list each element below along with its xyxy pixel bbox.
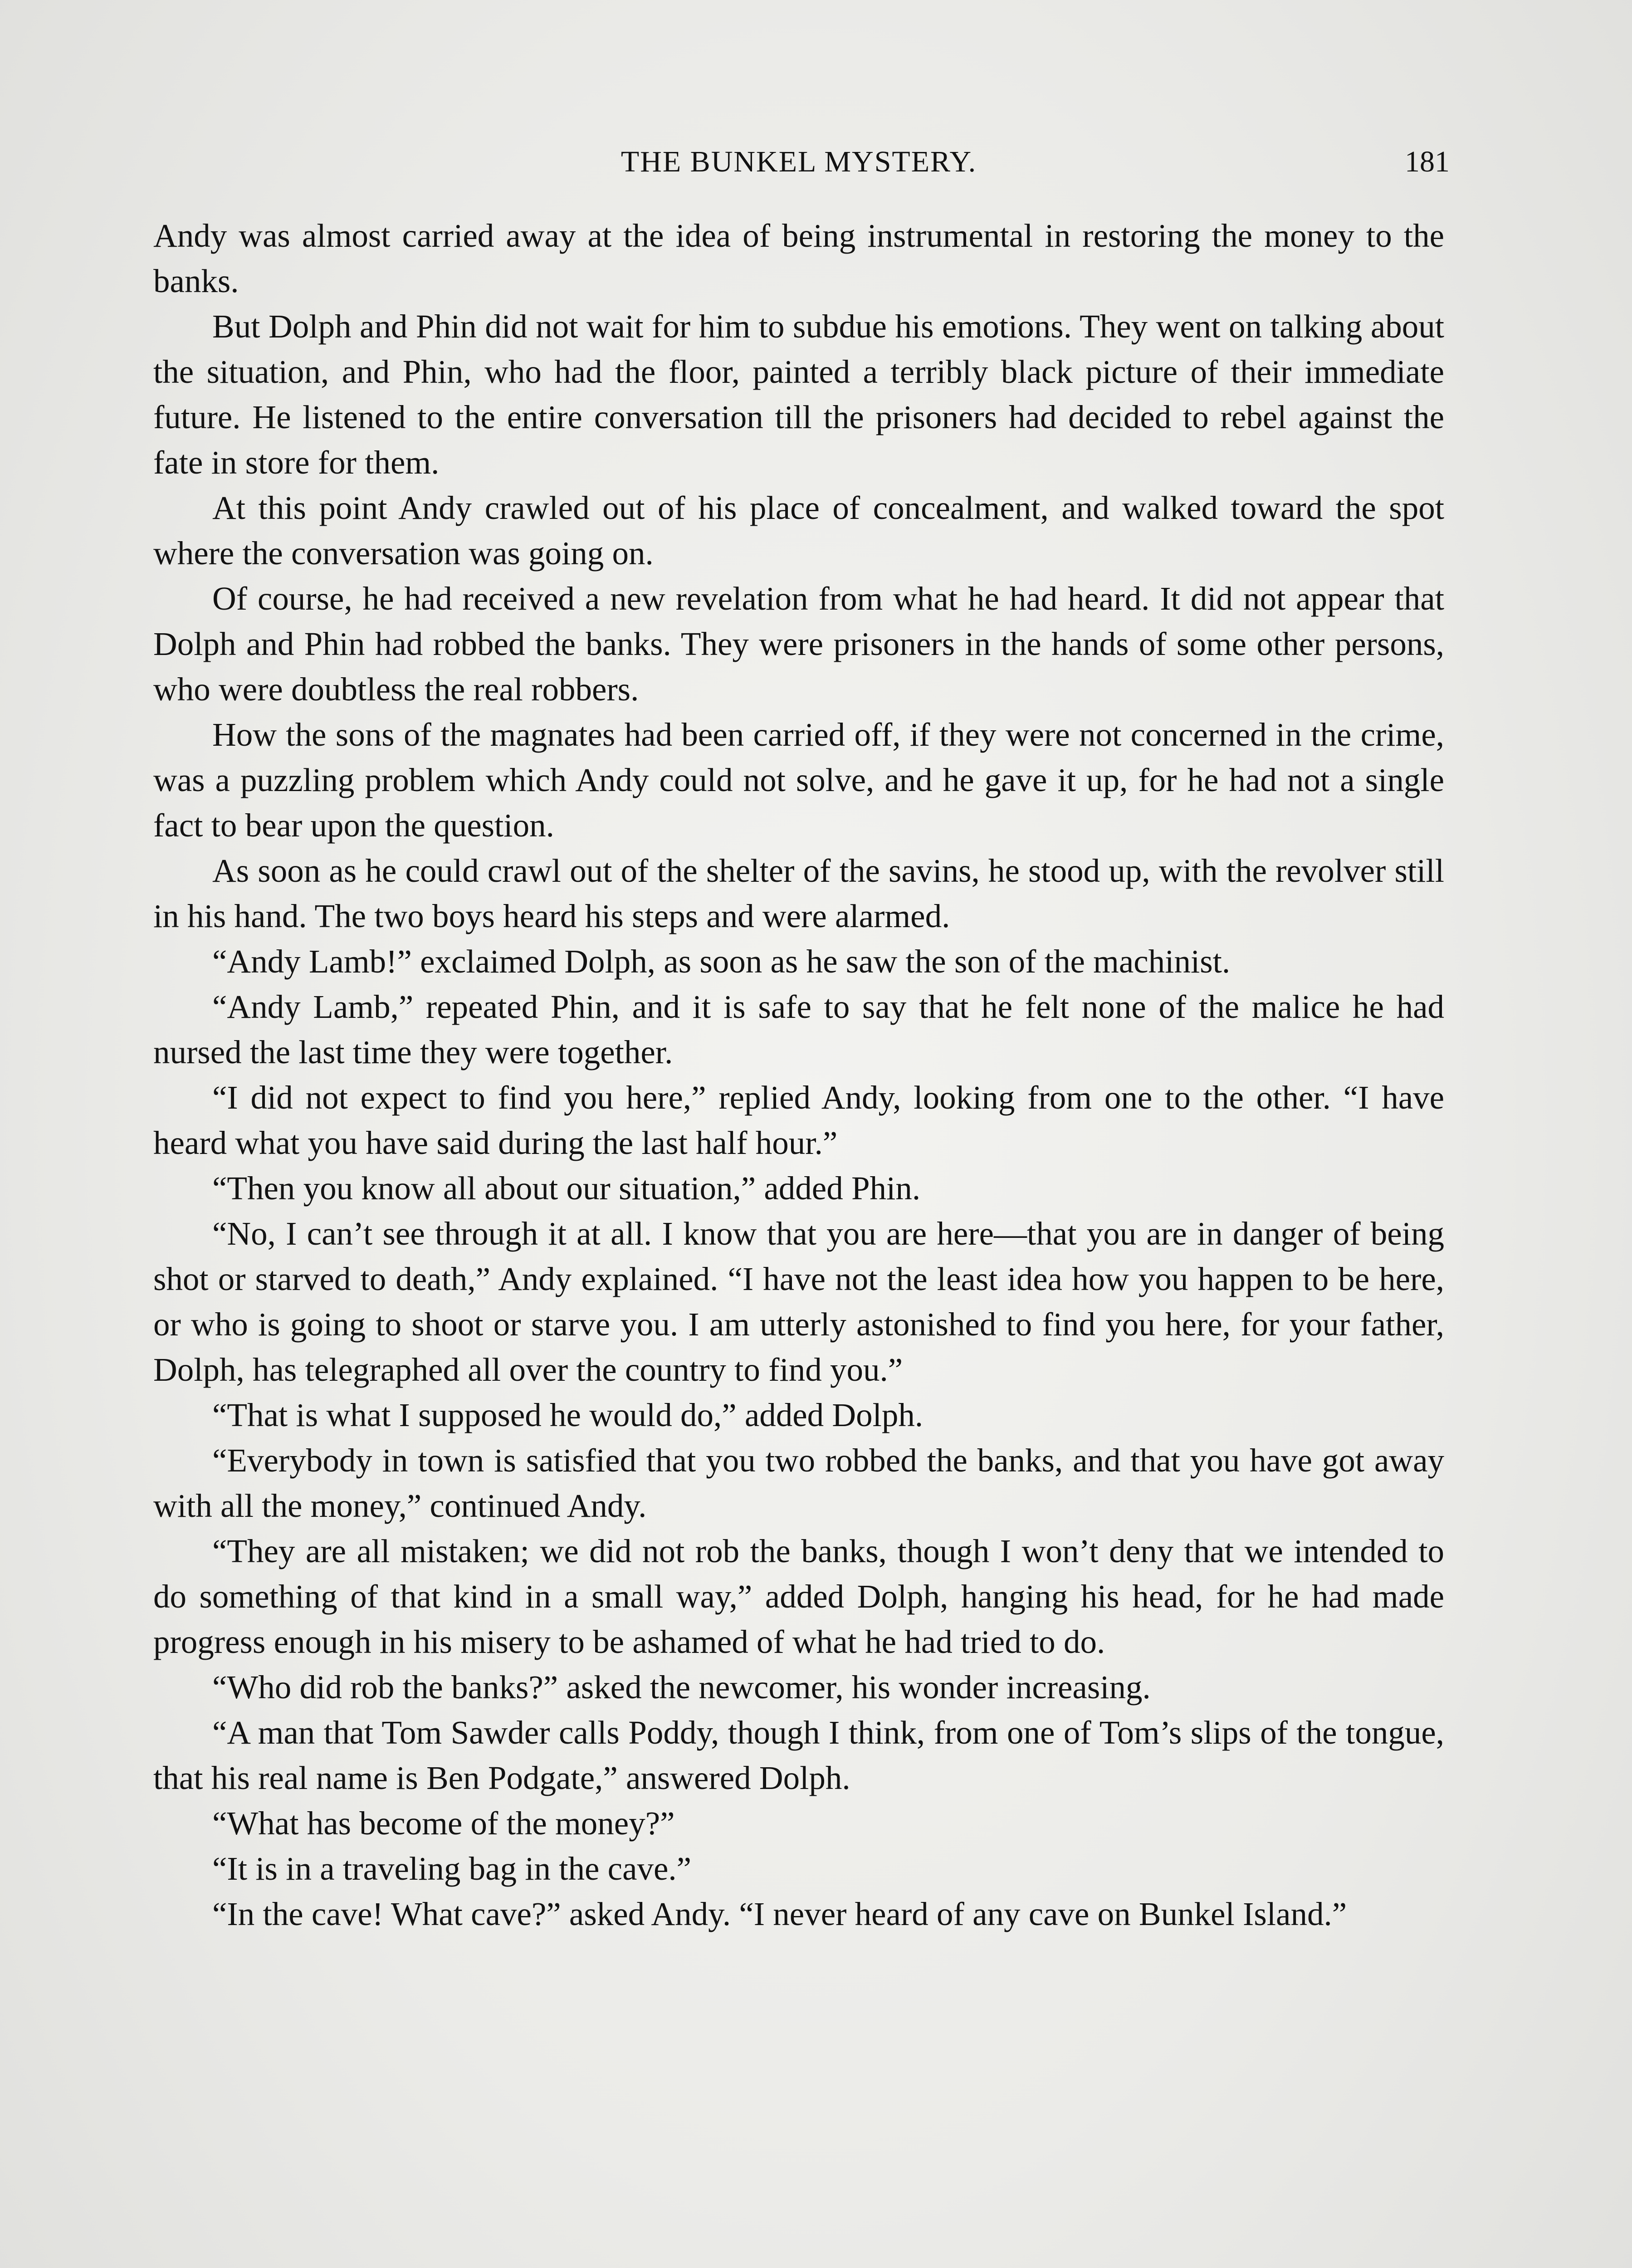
paragraph-11: “No, I can’t see through it at all. I know that you are here—that you are in danger of being shot or starved to death,” Andy explained. “I have not the least idea how you happen to be here, or who is going to shoot or starve you. I am utterly astonished to find you here, for your father, Dolph, has telegraphed all over the country to find you.” bbox=[153, 1215, 1444, 1388]
page-number: 181 bbox=[1405, 145, 1450, 178]
paragraph-12: “That is what I supposed he would do,” added Dolph. bbox=[212, 1397, 923, 1433]
paragraph-6: As soon as he could crawl out of the shelter of the savins, he stood up, with the revolver still in his hand. The two boys heard his steps and were alarmed. bbox=[153, 852, 1444, 934]
paragraph-5: How the sons of the magnates had been carried off, if they were not concerned in the crime, was a puzzling problem which Andy could not solve, and he gave it up, for he had not a single fact to bear upon the question. bbox=[153, 716, 1444, 844]
paragraph-17: “What has become of the money?” bbox=[212, 1805, 675, 1842]
paragraph-4: Of course, he had received a new revelation from what he had heard. It did not appear that Dolph and Phin had robbed the banks. They were prisoners in the hands of some other persons, who were doubtless the real robbers. bbox=[153, 580, 1444, 708]
paragraph-10: “Then you know all about our situation,” added Phin. bbox=[212, 1170, 921, 1207]
paragraph-3: At this point Andy crawled out of his place of concealment, and walked toward the spot where the conversation was going on. bbox=[153, 489, 1444, 572]
paragraph-8: “Andy Lamb,” repeated Phin, and it is safe to say that he felt none of the malice he had nursed the last time they were together. bbox=[153, 988, 1444, 1070]
paragraph-14: “They are all mistaken; we did not rob the banks, though I won’t deny that we intended to do something of that kind in a small way,” added Dolph, hanging his head, for he had made progress enough in his misery to be ashamed of what he had tried to do. bbox=[153, 1533, 1444, 1660]
body-text bbox=[153, 213, 1444, 1937]
paragraph-9: “I did not expect to find you here,” replied Andy, looking from one to the other. “I have heard what you have said during the last half hour.” bbox=[153, 1079, 1444, 1161]
paragraph-16: “A man that Tom Sawder calls Poddy, though I think, from one of Tom’s slips of the tongue, that his real name is Ben Podgate,” answered Dolph. bbox=[153, 1714, 1444, 1796]
paragraph-13: “Everybody in town is satisfied that you two robbed the banks, and that you have got away with all the money,” continued Andy. bbox=[153, 1442, 1444, 1524]
paragraph-7: “Andy Lamb!” exclaimed Dolph, as soon as he saw the son of the machinist. bbox=[212, 943, 1231, 980]
paragraph-18: “It is in a traveling bag in the cave.” bbox=[212, 1850, 692, 1887]
paragraph-1: Andy was almost carried away at the idea of being instrumental in restoring the money to the banks. bbox=[153, 217, 1444, 299]
paragraph-2: But Dolph and Phin did not wait for him to subdue his emotions. They went on talking about the situation, and Phin, who had the floor, painted a terribly black picture of their immediate future. He listened to the entire conversation till the prisoners had decided to rebel against the fate in store for them. bbox=[153, 308, 1444, 481]
paragraph-19: “In the cave! What cave?” asked Andy. “I never heard of any cave on Bunkel Island.” bbox=[212, 1896, 1347, 1932]
running-head bbox=[153, 142, 1450, 182]
paragraph-15: “Who did rob the banks?” asked the newcomer, his wonder increasing. bbox=[212, 1669, 1151, 1706]
running-title: THE BUNKEL MYSTERY. bbox=[621, 145, 977, 178]
